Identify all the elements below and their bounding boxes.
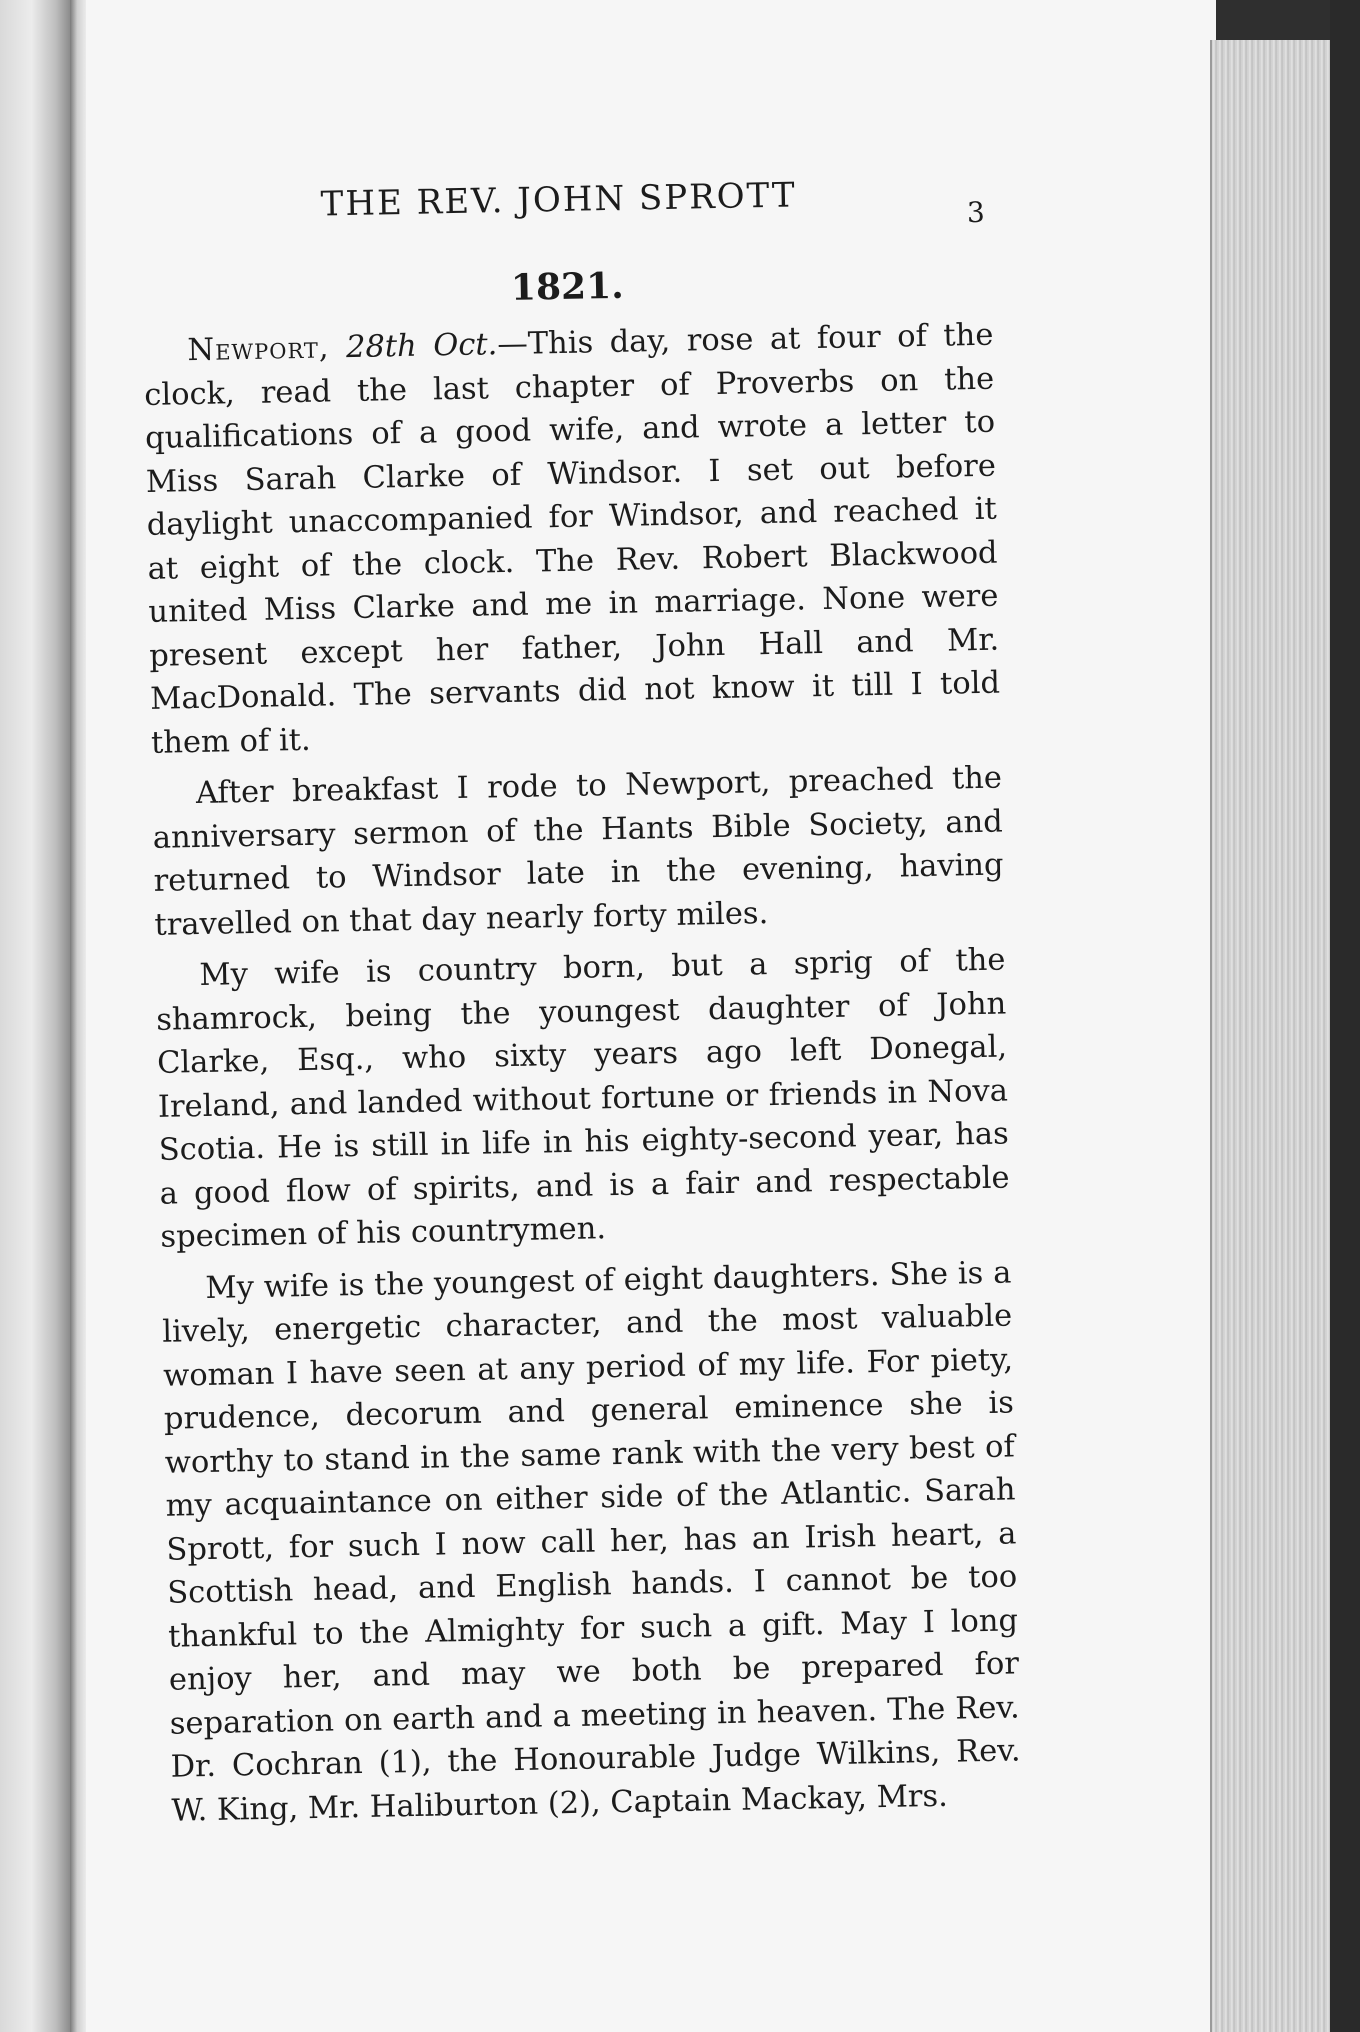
paragraph-1-text: This day, rose at four of the clock, read the last chapter of Proverbs on the qualifications of a good wife, and wrote a letter to Miss Sarah Clarke of Windsor. I set out before daylight unaccompanied for Windsor, and reached it at eight of the clock. The Rev. Robert Blackwood united Miss Clarke and me in marriage. None were present except her father, John Hall and Mr. MacDonald. The servants did not know it till I told them of it. <box>143 317 1001 761</box>
paragraph-2: After breakfast I rode to Newport, preached the anniversary sermon of the Hants Bible Society, and returned to Windsor late in the evening, having travelled on that day nearly forty miles. <box>152 760 1004 943</box>
entry-dash: — <box>496 326 529 363</box>
paragraph-4: My wife is the youngest of eight daughters. She is a lively, energetic character, and the most valuable woman I have seen at any period of my life. For piety, prudence, decorum and general eminence she is worthy to stand in the same rank with the very best of my acquaintance on either side of the Atlantic. Sarah Sprott, for such I now call her, has an Irish heart, a Scottish head, and English hands. I cannot be too thankful to the Almighty for such a gift. May I long enjoy her, and may we both be prepared for separation on earth and a meeting in heaven. The Rev. Dr. Cochran (1), the Honourable Judge Wilkins, Rev. W. King, Mr. Haliburton (2), Captain Mackay, Mrs. <box>161 1254 1021 1829</box>
entry-place: Newport, <box>187 330 330 369</box>
left-page-edge <box>0 0 70 2032</box>
paragraph-1 <box>143 314 1001 765</box>
page-stack-edge <box>1210 40 1347 2032</box>
scan-background <box>1330 0 1360 2032</box>
running-head-title: THE REV. JOHN SPROTT <box>320 175 797 225</box>
running-head <box>140 154 991 240</box>
year-heading: 1821. <box>510 264 625 309</box>
entry-date: 28th Oct. <box>345 327 498 366</box>
page-text-block <box>140 154 1022 1841</box>
page-number: 3 <box>966 195 986 230</box>
paragraph-3: My wife is country born, but a sprig of the shamrock, being the youngest daughter of John Clarke, Esq., who sixty years ago left Donegal, Ireland, and landed without fortune or friends in Nova Scotia. He is still in life in his eighty-second year, has a good flow of spirits, and is a fair and respectable specimen of his countrymen. <box>155 942 1010 1255</box>
